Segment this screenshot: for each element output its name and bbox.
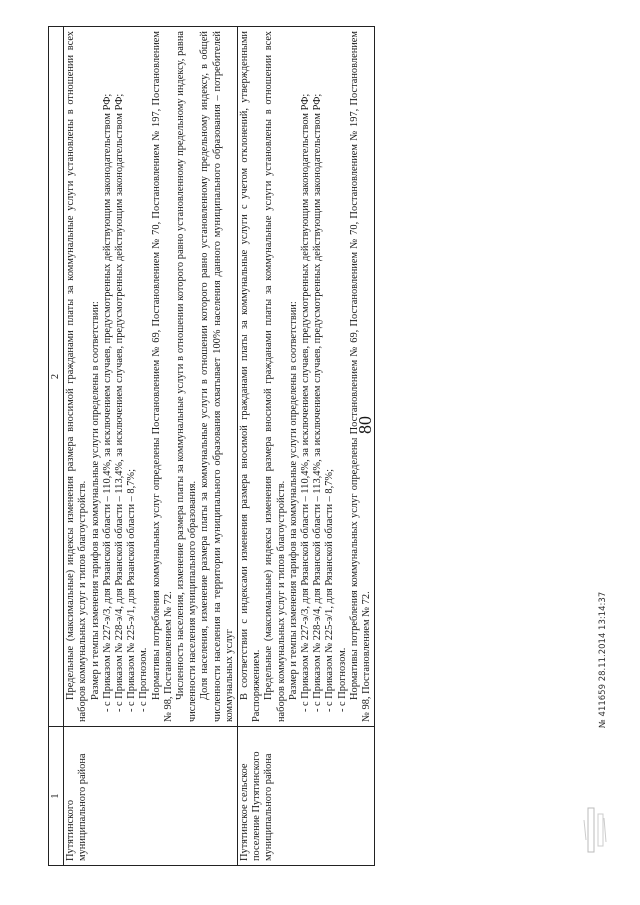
paragraph: Размер и темпы изменения тарифов на коммунальные услуги определены в соответствии:	[287, 301, 299, 700]
paragraph: Нормативы потребления коммунальных услуг определены Постановлением № 69, Постановлением № 70, Постановлением № 197, Постановлением № 98, Постановлением № 72.	[150, 31, 174, 722]
paragraph: - с Прогнозом.	[138, 647, 150, 712]
paragraph: Предельные (максимальные) индексы изменения размера вносимой гражданами платы за коммунальные услуги установлены в отношении всех наборов коммунальных услуг и типов благоустройств.	[263, 31, 287, 722]
paragraph: - с Приказом № 227-э/3, для Рязанской области – 110,4%, за исключением случаев, предусмотренных действующим законодательством РФ;	[101, 93, 113, 712]
paragraph: Размер и темпы изменения тарифов на коммунальные услуги определены в соответствии:	[89, 301, 101, 700]
paragraph: Доля населения, изменение размера платы за коммунальные услуги в отношении которого равно установленному предельному индексу, в общей численности населения на территории муниципального образования охватывает 100% населения данного муниципального образования – потребителей коммунальных услуг	[199, 31, 235, 722]
column-header-2: 2	[49, 27, 64, 727]
page-number: 80	[355, 416, 375, 434]
municipality-name: Путятинского муниципального района	[64, 727, 238, 866]
paragraph: - с Приказом № 227-э/3, для Рязанской области – 110,4%, за исключением случаев, предусмотренных действующим законодательством РФ;	[300, 93, 312, 712]
paragraph: - с Прогнозом.	[336, 647, 348, 712]
table-row	[64, 27, 238, 866]
paragraph: - с Приказом № 225-э/1, для Рязанской области – 8,7%;	[324, 469, 336, 712]
document-footer: № 411659 28.11.2014 13:14:37	[598, 591, 608, 728]
column-header-1: 1	[49, 727, 64, 866]
paragraph: Нормативы потребления коммунальных услуг определены Постановлением № 69, Постановлением № 70, Постановлением № 197, Постановлением № 98, Постановлением № 72.	[348, 31, 373, 722]
table-header-row	[49, 27, 64, 866]
row-description	[238, 27, 375, 727]
row-description	[64, 27, 238, 727]
document-table	[48, 26, 375, 866]
paragraph: - с Приказом № 228-э/4, для Рязанской области – 113,4%, за исключением случаев, предусмотренных действующим законодательством РФ;	[114, 93, 126, 712]
municipality-name: Путятинское сельское поселение Путятинского муниципального района	[238, 727, 375, 866]
paragraph: - с Приказом № 225-э/1, для Рязанской области – 8,7%;	[126, 469, 138, 712]
paragraph: Численность населения, изменение размера платы за коммунальные услуги в отношении которого равно установленному предельному индексу, равна численности населения муниципального образования.	[175, 31, 199, 722]
paragraph: Предельные (максимальные) индексы изменения размера вносимой гражданами платы за коммунальные услуги установлены в отношении всех наборов коммунальных услуг и типов благоустройств.	[65, 31, 89, 722]
table-row	[238, 27, 375, 866]
library-stamp-icon	[574, 800, 614, 860]
paragraph: В соответствии с индексами изменения размера вносимой гражданами платы за коммунальные услуги с учетом отклонений, утвержденными Распоряжением.	[239, 31, 263, 722]
paragraph: - с Приказом № 228-э/4, для Рязанской области – 113,4%, за исключением случаев, предусмотренных действующим законодательством РФ;	[312, 93, 324, 712]
